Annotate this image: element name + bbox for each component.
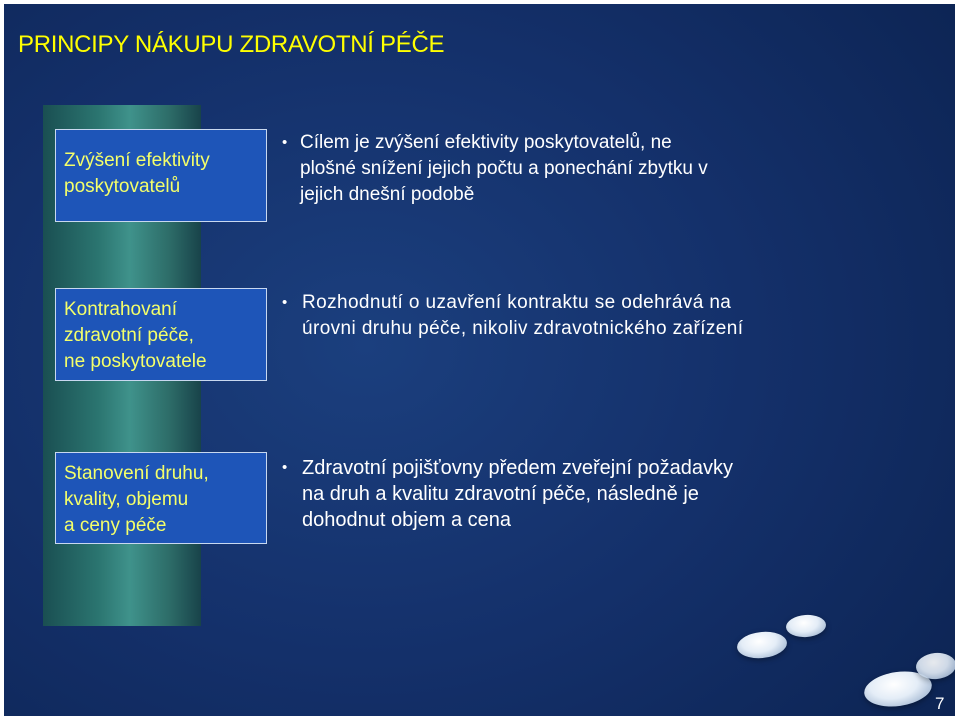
bullet-text-efficiency bbox=[282, 130, 842, 208]
label-line: Zvýšení efektivity bbox=[64, 150, 210, 171]
bullet-text-contracting bbox=[282, 290, 842, 342]
slide bbox=[4, 4, 955, 716]
label-line: ne poskytovatele bbox=[64, 351, 207, 372]
bullet-icon: • bbox=[282, 134, 288, 151]
label-box-efficiency bbox=[55, 129, 267, 222]
slide-title: PRINCIPY NÁKUPU ZDRAVOTNÍ PÉČE bbox=[18, 31, 445, 58]
bullet-icon: • bbox=[282, 459, 288, 476]
bullet-icon: • bbox=[282, 294, 288, 311]
label-line: Kontrahovaní bbox=[64, 299, 178, 320]
bullet-text-care-definition bbox=[282, 455, 842, 533]
bullet-line: plošné snížení jejich počtu a ponechání zbytku v bbox=[300, 158, 708, 179]
bullet-line: Zdravotní pojišťovny předem zveřejní požadavky bbox=[302, 457, 734, 479]
bullet-line: úrovni druhu péče, nikoliv zdravotnického zařízení bbox=[302, 318, 744, 339]
page-number: 7 bbox=[935, 694, 945, 713]
bullet-line: Cílem je zvýšení efektivity poskytovatelů, ne bbox=[300, 132, 672, 153]
label-line: a ceny péče bbox=[64, 515, 167, 536]
label-box-care-definition bbox=[55, 452, 267, 544]
label-line: kvality, objemu bbox=[64, 489, 189, 510]
label-box-contracting bbox=[55, 288, 267, 381]
bullet-line: dohodnut objem a cena bbox=[302, 509, 512, 531]
label-line: zdravotní péče, bbox=[64, 325, 194, 346]
label-line: poskytovatelů bbox=[64, 176, 181, 197]
pill-image bbox=[785, 614, 826, 639]
label-line: Stanovení druhu, bbox=[64, 463, 209, 484]
bullet-line: na druh a kvalitu zdravotní péče, následně je bbox=[302, 483, 699, 505]
pill-image bbox=[736, 629, 788, 660]
bullet-line: jejich dnešní podobě bbox=[300, 184, 475, 205]
bullet-line: Rozhodnutí o uzavření kontraktu se odehrává na bbox=[302, 292, 732, 313]
